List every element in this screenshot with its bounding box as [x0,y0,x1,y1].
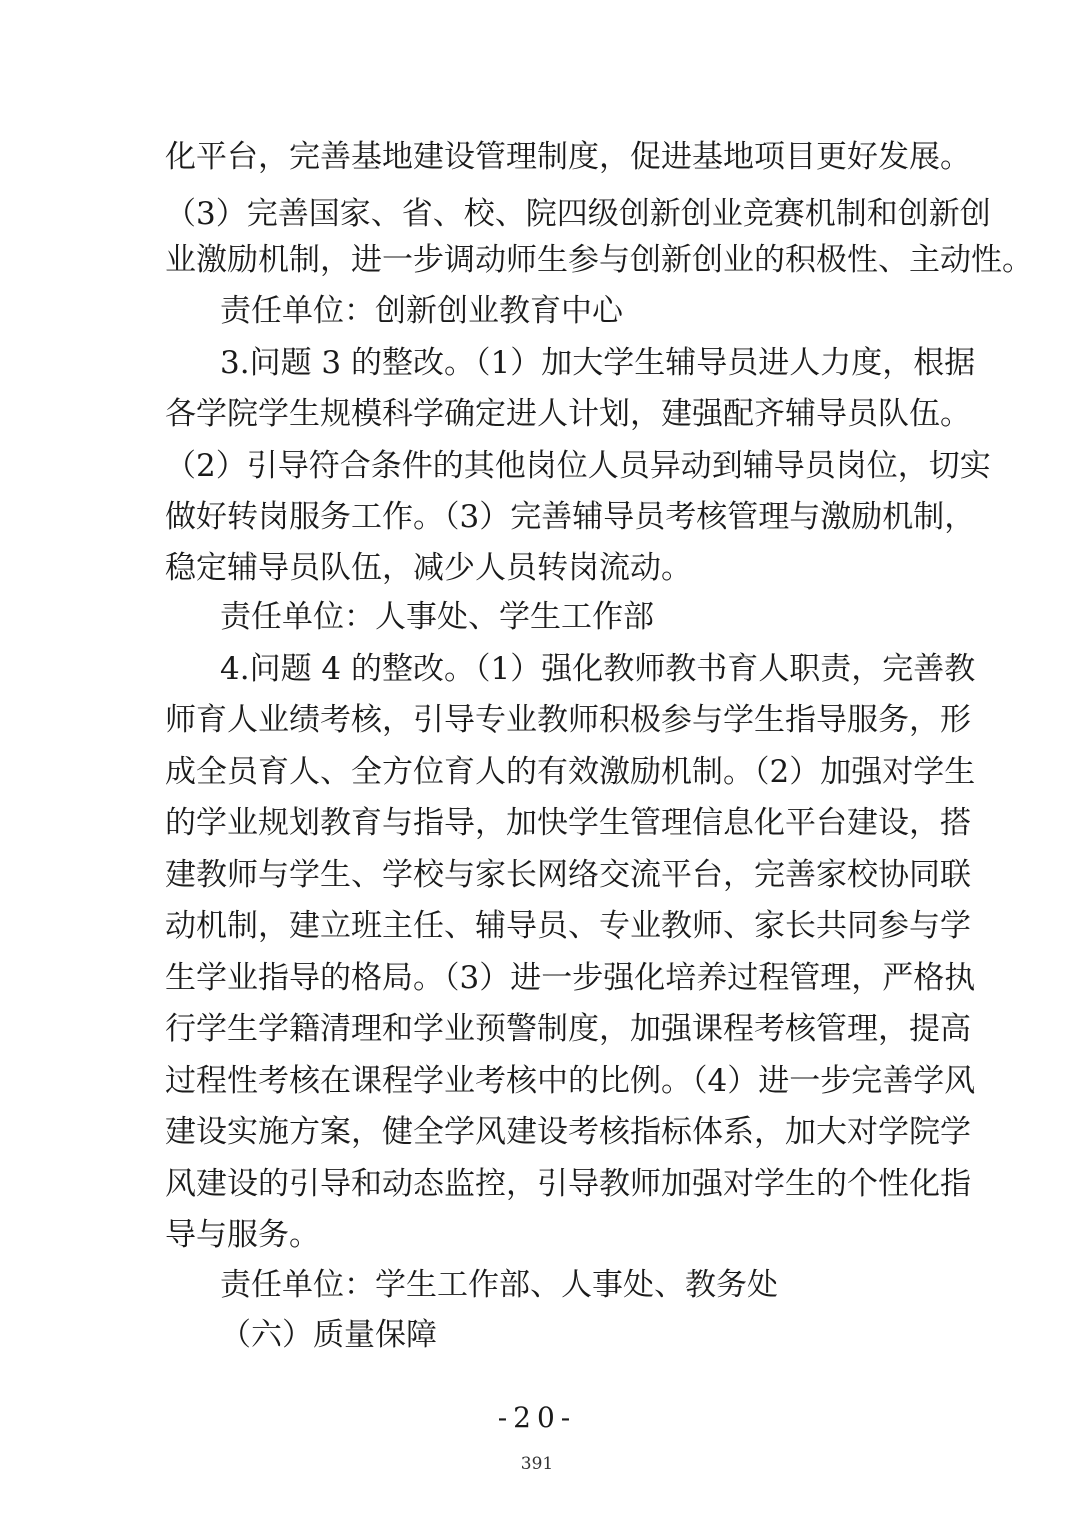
page-number: -20- [497,1401,577,1434]
body-text-line: 化平台，完善基地建设管理制度，促进基地项目更好发展。 [165,139,971,175]
responsible-unit-line: 责任单位：创新创业教育中心 [220,293,623,329]
section-heading-line: 3.问题 3 的整改。（1）加大学生辅导员进人力度，根据 [220,345,976,381]
responsible-unit-line: 责任单位：人事处、学生工作部 [220,599,654,635]
section-heading-line: （六）质量保障 [220,1317,437,1353]
body-text-line: 建设实施方案，健全学风建设考核指标体系，加大对学院学 [165,1114,971,1150]
body-text-line: 稳定辅导员队伍，减少人员转岗流动。 [165,550,692,586]
body-text-line: 动机制，建立班主任、辅导员、专业教师、家长共同参与学 [165,908,971,944]
body-text-line: 风建设的引导和动态监控，引导教师加强对学生的个性化指 [165,1166,971,1202]
body-text-line: 师育人业绩考核，引导专业教师积极参与学生指导服务，形 [165,702,971,738]
body-text-line: 做好转岗服务工作。（3）完善辅导员考核管理与激励机制， [165,499,976,535]
body-text-line: 过程性考核在课程学业考核中的比例。（4）进一步完善学风 [165,1063,976,1099]
body-text-line: 各学院学生规模科学确定进人计划，建强配齐辅导员队伍。 [165,396,971,432]
responsible-unit-line: 责任单位：学生工作部、人事处、教务处 [220,1267,778,1303]
body-text-line: （3）完善国家、省、校、院四级创新创业竞赛机制和创新创 [165,196,991,232]
body-text-line: 业激励机制，进一步调动师生参与创新创业的积极性、主动性。 [165,242,1033,278]
body-text-line: 导与服务。 [165,1217,320,1253]
body-text-line: 行学生学籍清理和学业预警制度，加强课程考核管理，提高 [165,1011,971,1047]
body-text-line: 成全员育人、全方位育人的有效激励机制。（2）加强对学生 [165,754,976,790]
archive-number: 391 [520,1454,554,1474]
body-text-line: 生学业指导的格局。（3）进一步强化培养过程管理，严格执 [165,960,976,996]
body-text-line: 的学业规划教育与指导，加快学生管理信息化平台建设，搭 [165,805,971,841]
body-text-line: （2）引导符合条件的其他岗位人员异动到辅导员岗位，切实 [165,448,991,484]
section-heading-line: 4.问题 4 的整改。（1）强化教师教书育人职责，完善教 [220,651,976,687]
body-text-line: 建教师与学生、学校与家长网络交流平台，完善家校协同联 [165,857,971,893]
